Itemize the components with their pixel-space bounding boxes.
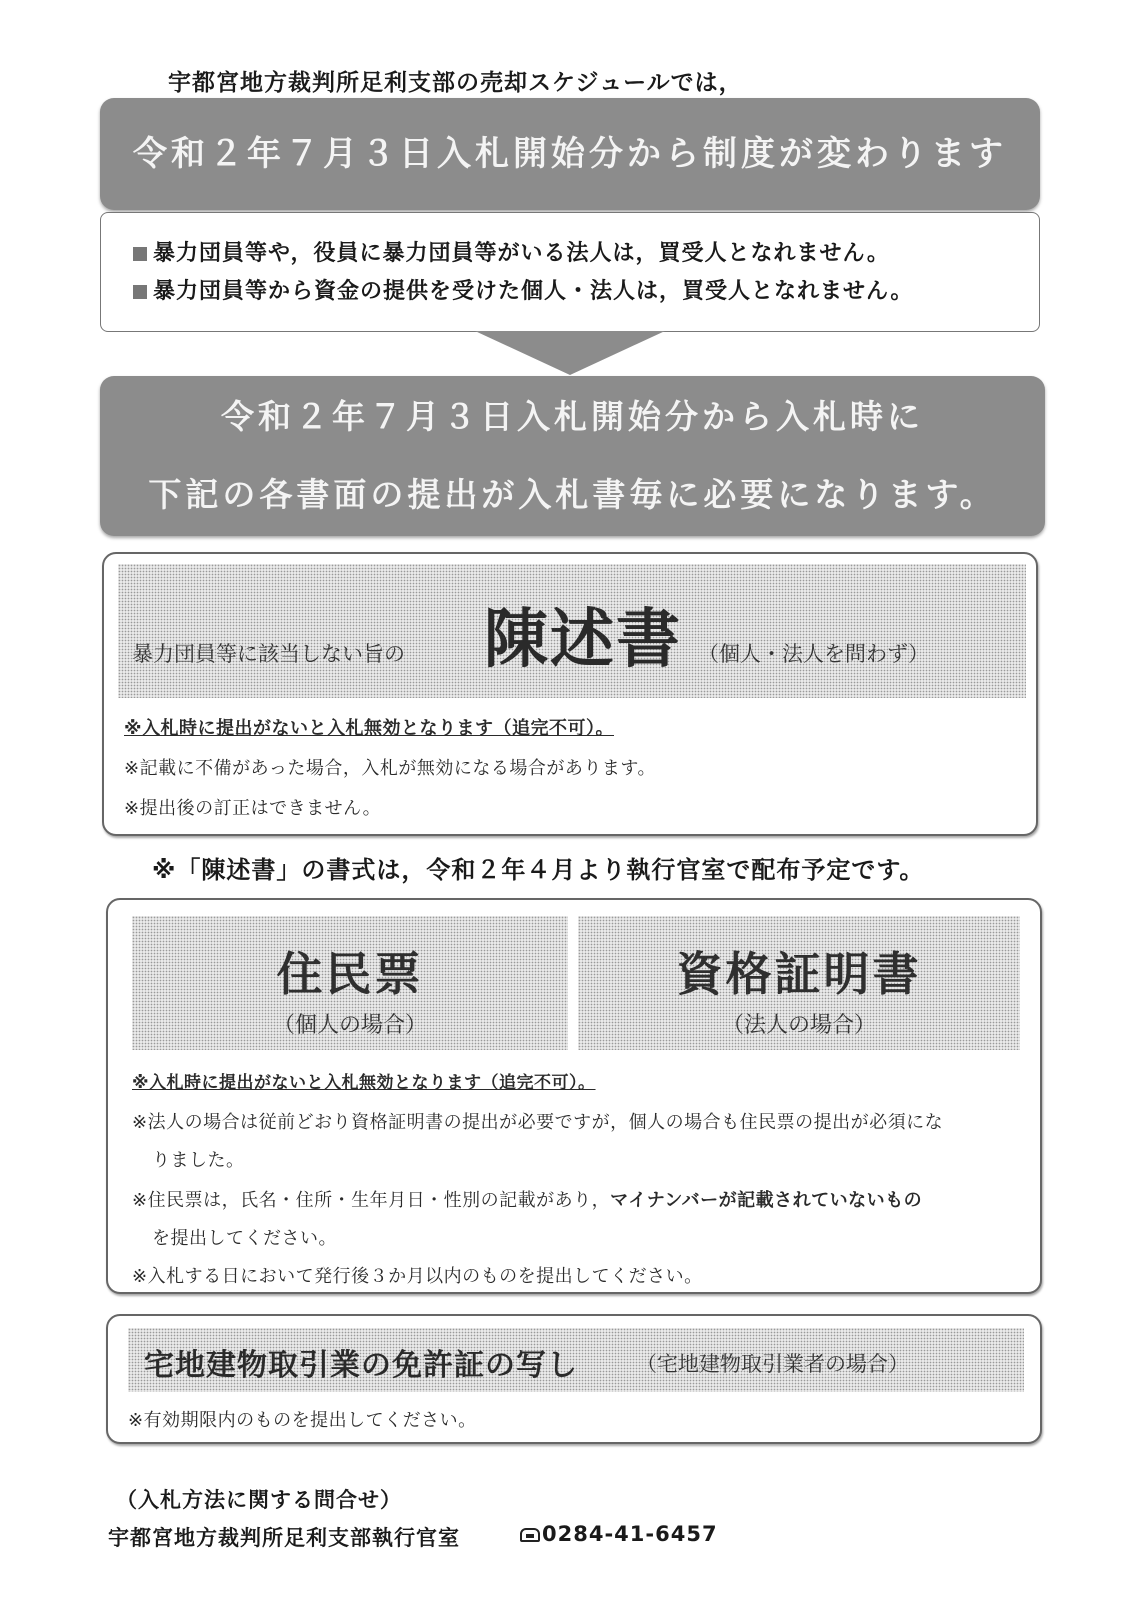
declaration-suffix: （個人・法人を問わず） — [698, 642, 929, 666]
documents-note-required: ※法人の場合は従前どおり資格証明書の提出が必要ですが，個人の場合も住民票の提出が必須にな — [132, 1112, 944, 1133]
rule-item: 暴力団員等から資金の提供を受けた個人・法人は，買受人となれません。 — [133, 273, 1039, 311]
down-arrow-icon — [475, 331, 665, 375]
resident-certificate-title: 住民票 — [276, 947, 424, 1001]
documents-note-invalid: ※入札時に提出がないと入札無効となります（追完不可）。 — [132, 1073, 596, 1093]
requirement-line-2: 下記の各書面の提出が入札書毎に必要になります。 — [148, 475, 997, 514]
contact-label: （入札方法に関する問合せ） — [116, 1488, 402, 1512]
declaration-prefix: 暴力団員等に該当しない旨の — [132, 642, 405, 666]
qualification-certificate-sub: （法人の場合） — [721, 1013, 876, 1038]
contact-phone — [520, 1522, 718, 1546]
documents-note-contents-cont: を提出してください。 — [152, 1228, 337, 1249]
declaration-note-correction: ※提出後の訂正はできません。 — [124, 798, 382, 819]
requirement-banner — [100, 376, 1045, 536]
rules-box — [100, 212, 1040, 332]
documents-card — [106, 898, 1042, 1294]
square-bullet-icon — [133, 247, 147, 261]
contact-office: 宇都宮地方裁判所足利支部執行官室 — [108, 1526, 460, 1550]
phone-icon — [520, 1528, 540, 1542]
license-title: 宅地建物取引業の免許証の写し — [144, 1348, 578, 1383]
license-card — [106, 1314, 1042, 1444]
license-band — [128, 1328, 1024, 1392]
license-note: ※有効期限内のものを提出してください。 — [128, 1410, 477, 1431]
requirement-line-1: 令和２年７月３日入札開始分から入札時に — [221, 397, 924, 436]
declaration-title: 陳述書 — [484, 603, 682, 677]
documents-note-issue-date: ※入札する日において発行後３か月以内のものを提出してください。 — [132, 1266, 703, 1287]
format-note: ※「陳述書」の書式は，令和２年４月より執行官室で配布予定です。 — [152, 856, 925, 884]
square-bullet-icon — [133, 285, 147, 299]
change-banner: 令和２年７月３日入札開始分から制度が変わります — [100, 98, 1040, 210]
rule-item: 暴力団員等や，役員に暴力団員等がいる法人は，買受人となれません。 — [133, 235, 1039, 273]
qualification-certificate-box — [578, 916, 1020, 1050]
license-suffix: （宅地建物取引業者の場合） — [636, 1352, 909, 1376]
qualification-certificate-title: 資格証明書 — [676, 947, 922, 1001]
declaration-note-invalid: ※入札時に提出がないと入札無効となります（追完不可）。 — [124, 718, 614, 739]
declaration-card — [102, 552, 1038, 836]
phone-number: 0284-41-6457 — [542, 1522, 718, 1546]
resident-certificate-sub: （個人の場合） — [272, 1013, 427, 1038]
resident-certificate-box — [132, 916, 568, 1050]
intro-text: 宇都宮地方裁判所足利支部の売却スケジュールでは， — [168, 70, 743, 96]
documents-note-required-cont: りました。 — [152, 1150, 245, 1171]
declaration-band — [118, 564, 1026, 698]
documents-note-contents: ※住民票は，氏名・住所・生年月日・性別の記載があり，マイナンバーが記載されていないもの — [132, 1190, 923, 1211]
declaration-note-defect: ※記載に不備があった場合，入札が無効になる場合があります。 — [124, 758, 656, 779]
